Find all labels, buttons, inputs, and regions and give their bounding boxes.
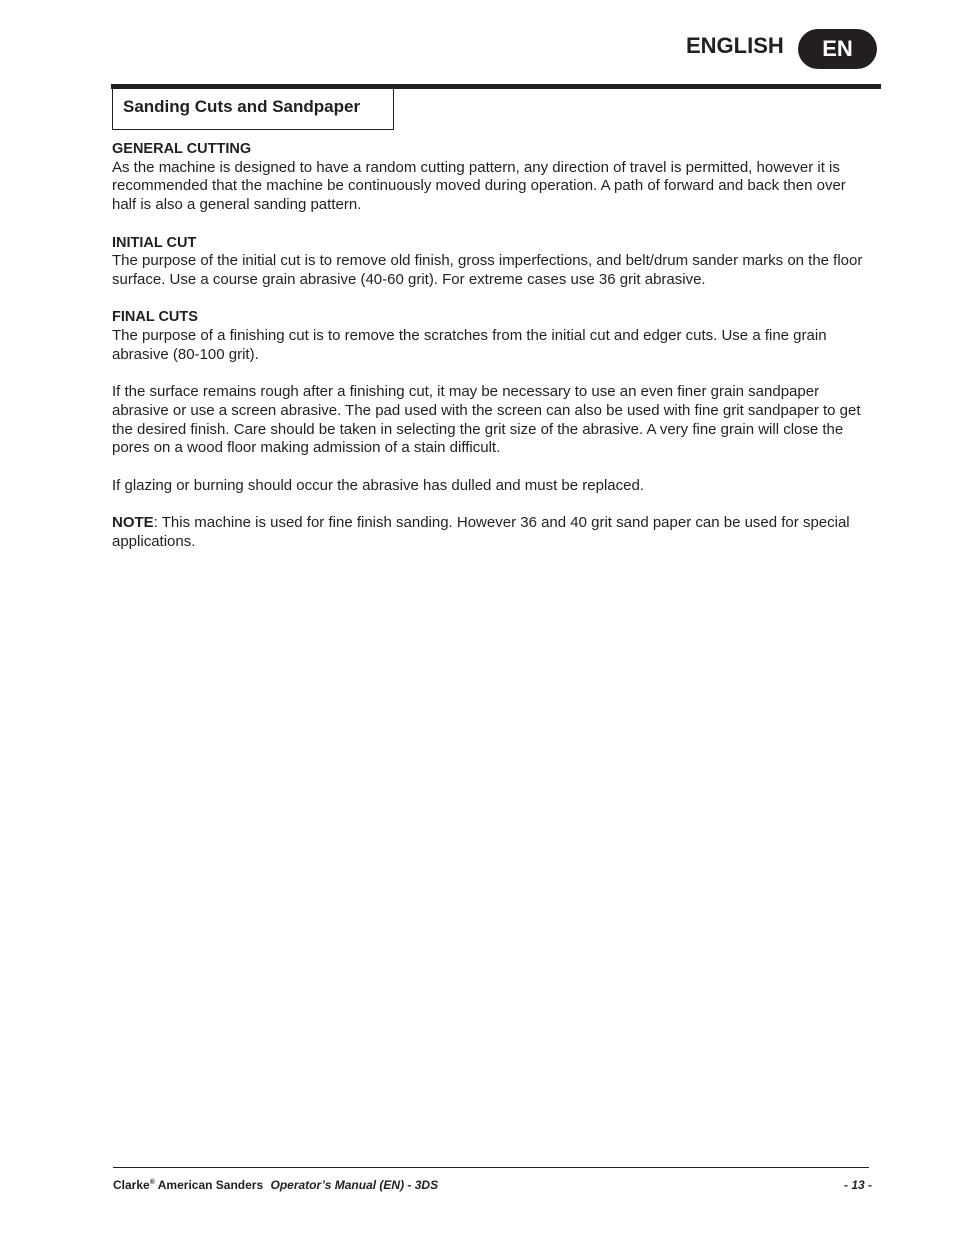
language-badge: EN (798, 29, 877, 69)
section-heading: INITIAL CUT (112, 234, 197, 251)
paragraph-text: If the surface remains rough after a finishing cut, it may be necessary to use an even finer grain sandpaper abrasive or use a screen abrasive. The pad used with the screen can also be used with fine grit sandpaper to get the desired finish. Care should be taken in selecting the grit size of the abrasive. A very fine grain will close the pores on a wood floor making admission of a stain difficult. (112, 383, 861, 457)
content (112, 140, 864, 570)
language-label: ENGLISH (686, 33, 784, 58)
paragraph-rough-surface (112, 383, 864, 458)
section-heading: FINAL CUTS (112, 309, 198, 326)
section-text: The purpose of the initial cut is to remove old finish, gross imperfections, and belt/drum sander marks on the floor surface. Use a course grain abrasive (40-60 grit). For extreme cases use 36 grit abrasive. (112, 252, 863, 288)
section-title: Sanding Cuts and Sandpaper (112, 89, 394, 130)
paragraph-text: If glazing or burning should occur the abrasive has dulled and must be replaced. (112, 476, 644, 494)
footer-company: American Sanders (157, 1178, 264, 1192)
footer-left (113, 1178, 438, 1192)
section-general-cutting (112, 140, 864, 215)
section-initial-cut (112, 234, 864, 290)
page-number: - 13 - (843, 1178, 872, 1192)
section-text: As the machine is designed to have a random cutting pattern, any direction of travel is permitted, however it is recommended that the machine be continuously moved during operation. A path of forward and back then over half is also a general sanding pattern. (112, 158, 846, 214)
section-final-cuts (112, 308, 864, 364)
note-paragraph (112, 514, 864, 551)
note-block (112, 514, 864, 551)
footer-manual: Operator’s Manual (EN) - 3DS (270, 1178, 439, 1192)
registered-mark: ® (149, 1179, 155, 1186)
section-heading: GENERAL CUTTING (112, 141, 252, 157)
note-text: : This machine is used for fine finish sanding. However 36 and 40 grit sand paper can be used for special applications. (112, 513, 850, 550)
section-text: The purpose of a finishing cut is to remove the scratches from the initial cut and edger cuts. Use a fine grain abrasive (80-100 grit). (112, 327, 827, 363)
footer-brand: Clarke (113, 1178, 150, 1192)
paragraph-glazing (112, 477, 864, 496)
footer-rule (113, 1167, 869, 1168)
note-label: NOTE (112, 513, 154, 531)
